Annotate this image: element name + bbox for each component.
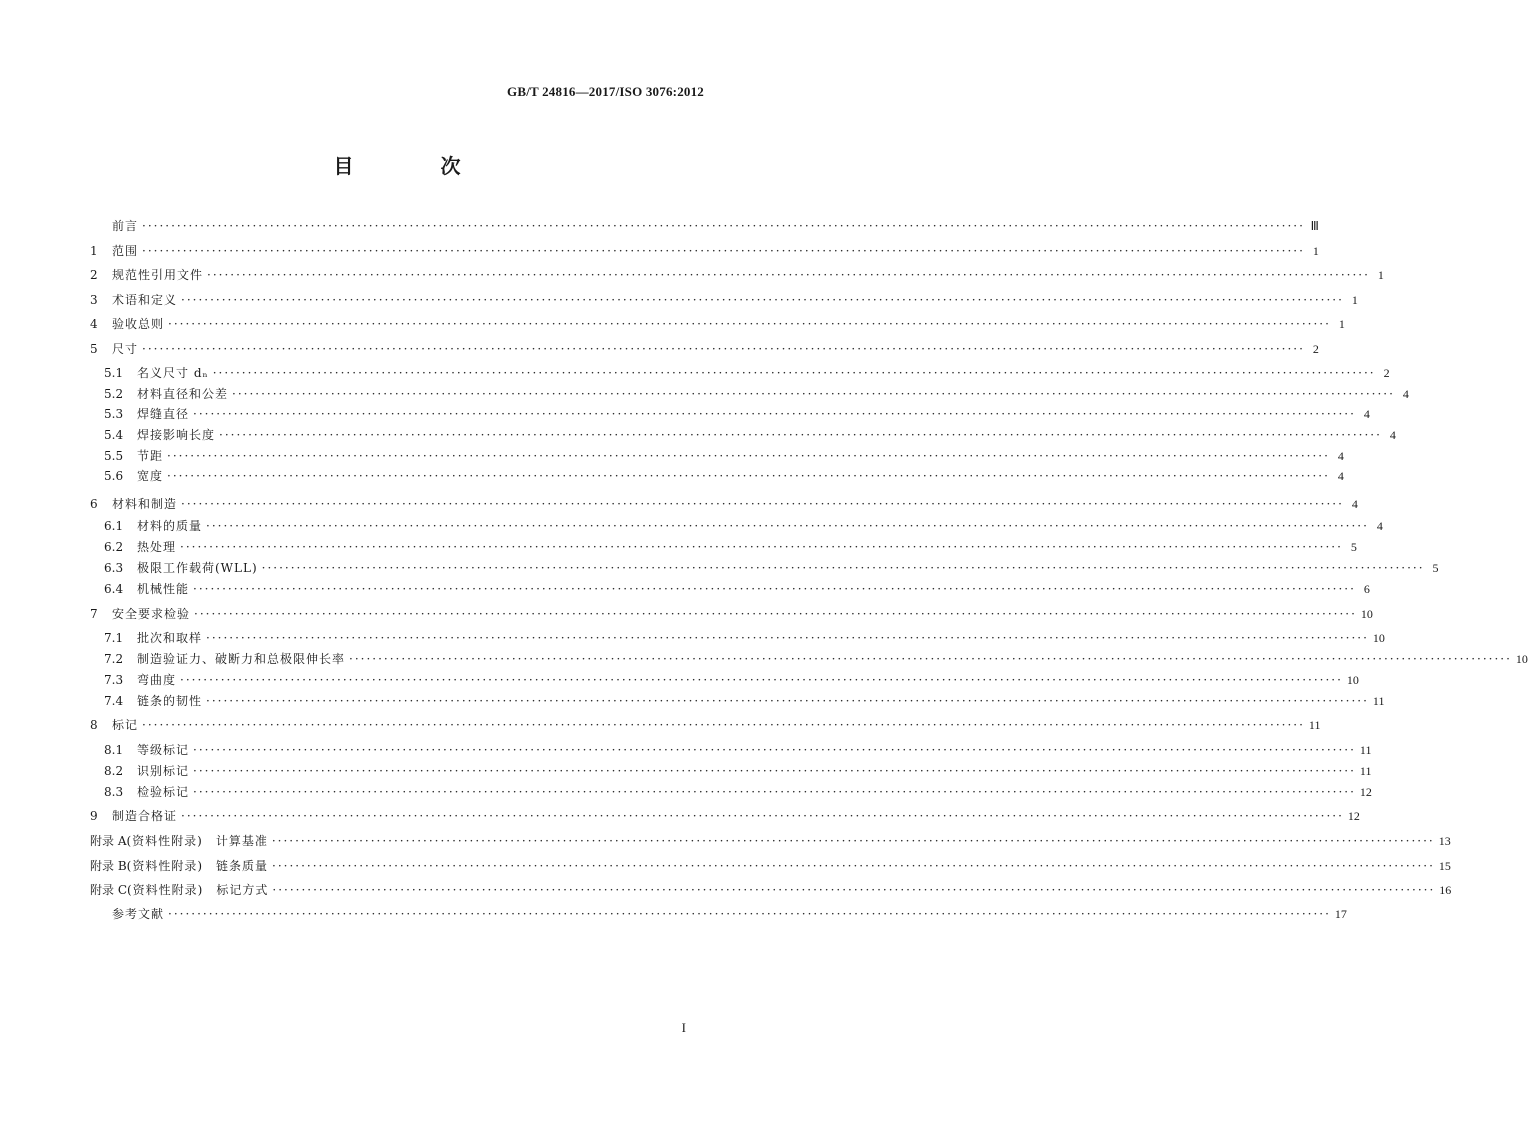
toc-entry[interactable]: [90, 880, 1452, 900]
toc-entry[interactable]: [104, 761, 1372, 781]
toc-entry[interactable]: [90, 241, 1319, 261]
toc-leader-dots: ········································································································································································································: [272, 883, 1436, 897]
toc-entry[interactable]: [104, 384, 1409, 404]
toc-entry-label: 极限工作载荷(WLL): [137, 561, 258, 575]
toc-entry-label: (资料性附录) 计算基准: [126, 834, 268, 848]
toc-entry-number: 8: [90, 718, 98, 732]
toc-leader-dots: ········································································································································································································: [206, 519, 1369, 533]
toc-entry-page: 6: [1363, 582, 1370, 596]
toc-entry[interactable]: [90, 265, 1384, 285]
toc-entry-number: 4: [90, 317, 98, 331]
toc-leader-dots: ········································································································································································································: [181, 497, 1344, 511]
toc-entry[interactable]: [90, 290, 1358, 310]
toc-leader-dots: ········································································································································································································: [206, 694, 1369, 708]
toc-entry[interactable]: [104, 425, 1396, 445]
toc-leader-dots: ········································································································································································································: [193, 743, 1356, 757]
toc-entry-number: 1: [90, 243, 98, 258]
toc-entry-number: 7.2: [104, 652, 124, 666]
toc-entry[interactable]: [90, 216, 1319, 236]
toc-entry-number: 6.3: [104, 561, 124, 575]
toc-entry-label: (资料性附录) 标记方式: [127, 883, 269, 897]
toc-entry[interactable]: [90, 904, 1347, 924]
toc-entry-page: 4: [1402, 386, 1409, 401]
toc-entry[interactable]: [104, 537, 1357, 557]
page-number: I: [681, 1020, 686, 1035]
toc-entry-label: 批次和取样: [137, 631, 203, 645]
toc-entry-page: 12: [1347, 809, 1360, 823]
toc-leader-dots: ········································································································································································································: [194, 607, 1357, 621]
toc-entry-page: 5: [1432, 561, 1439, 575]
toc-entry-page: 10: [1346, 673, 1359, 687]
toc-entry-page: 4: [1337, 469, 1344, 483]
toc-entry[interactable]: [90, 494, 1358, 514]
toc-entry-number: 附录 C: [90, 883, 127, 897]
toc-entry-page: 1: [1312, 243, 1319, 258]
toc-entry-number: 5.3: [104, 407, 124, 421]
toc-entry-page: 1: [1377, 268, 1384, 282]
toc-entry[interactable]: [104, 558, 1439, 578]
toc-entry[interactable]: [104, 363, 1390, 383]
toc-leader-dots: ········································································································································································································: [181, 292, 1344, 307]
toc-entry-page: 11: [1372, 694, 1385, 708]
toc-entry[interactable]: [104, 404, 1370, 424]
toc-entry-number: 6.1: [104, 519, 124, 533]
toc-entry[interactable]: [104, 579, 1370, 599]
toc-leader-dots: ········································································································································································································: [272, 859, 1435, 873]
toc-entry-label: 参考文献: [112, 907, 165, 921]
toc-entry[interactable]: [90, 314, 1345, 334]
toc-entry-label: 材料的质量: [137, 519, 203, 533]
toc-entry-label: 检验标记: [137, 785, 190, 799]
toc-leader-dots: ········································································································································································································: [206, 631, 1369, 645]
toc-entry[interactable]: [90, 806, 1360, 826]
toc-entry[interactable]: [104, 782, 1372, 802]
toc-entry-number: 7.3: [104, 673, 124, 687]
toc-leader-dots: ········································································································································································································: [193, 407, 1356, 421]
toc-entry-page: 4: [1337, 448, 1344, 463]
toc-entry-page: 10: [1372, 631, 1385, 645]
toc-entry[interactable]: [90, 715, 1321, 735]
toc-entry-page: 17: [1334, 907, 1347, 921]
toc-entry-page: 4: [1376, 519, 1383, 533]
toc-entry-page: 11: [1359, 764, 1372, 778]
toc-entry[interactable]: [104, 649, 1528, 669]
standard-code: GB/T 24816—2017/ISO 3076:2012: [507, 84, 704, 99]
toc-entry[interactable]: [104, 628, 1385, 648]
toc-entry-number: 5.6: [104, 469, 124, 483]
toc-entry-label: 范围: [112, 243, 139, 258]
toc-entry-label: 材料直径和公差: [137, 386, 229, 401]
toc-entry-label: 制造合格证: [112, 809, 178, 823]
toc-leader-dots: ········································································································································································································: [168, 907, 1331, 921]
toc-entry-number: 8.1: [104, 743, 124, 757]
toc-entry-number: 6.2: [104, 540, 124, 554]
toc-leader-dots: ········································································································································································································: [167, 448, 1330, 463]
toc-entry-label: 机械性能: [137, 582, 190, 596]
toc-leader-dots: ········································································································································································································: [261, 561, 1425, 575]
toc-entry-number: 8.3: [104, 785, 124, 799]
toc-leader-dots: ········································································································································································································: [193, 764, 1356, 778]
toc-entry[interactable]: [104, 446, 1344, 466]
toc-entry-label: 宽度: [137, 469, 164, 483]
toc-entry-page: 2: [1312, 341, 1319, 356]
toc-leader-dots: ········································································································································································································: [142, 243, 1305, 258]
toc-entry-label: 焊缝直径: [137, 407, 190, 421]
toc-entry[interactable]: [90, 856, 1451, 876]
toc-leader-dots: ········································································································································································································: [181, 809, 1344, 823]
toc-entry-page: 11: [1359, 743, 1372, 757]
toc-leader-dots: ········································································································································································································: [232, 386, 1395, 401]
toc-entry-number: 附录 B: [90, 859, 127, 873]
toc-entry[interactable]: [104, 670, 1359, 690]
toc-entry[interactable]: [90, 339, 1319, 359]
toc-entry-page: 10: [1515, 652, 1528, 666]
page-title: 目 次: [333, 154, 501, 178]
toc-entry-label: 验收总则: [112, 317, 165, 331]
toc-entry-page: 11: [1308, 718, 1321, 732]
toc-entry-page: 16: [1439, 883, 1452, 897]
toc-entry[interactable]: [104, 466, 1344, 486]
toc-entry-label: 规范性引用文件: [112, 268, 204, 282]
toc-entry-number: 9: [90, 809, 98, 823]
toc-entry-page: 10: [1360, 607, 1373, 621]
toc-leader-dots: ········································································································································································································: [212, 366, 1376, 380]
toc-entry-label: 材料和制造: [112, 497, 178, 511]
toc-leader-dots: ········································································································································································································: [349, 652, 1512, 666]
toc-leader-dots: ········································································································································································································: [219, 428, 1382, 442]
toc-entry-number: 5.5: [104, 448, 124, 463]
toc-entry-label: 前言: [112, 219, 139, 233]
toc-entry-page: 12: [1359, 785, 1372, 799]
toc-entry[interactable]: [90, 604, 1373, 624]
toc-entry-page: 1: [1338, 317, 1345, 331]
toc-entry-label: 制造验证力、破断力和总极限伸长率: [137, 652, 346, 666]
toc-entry-label: 弯曲度: [137, 673, 177, 687]
toc-entry-label: 等级标记: [137, 743, 190, 757]
toc-leader-dots: ········································································································································································································: [207, 268, 1370, 282]
toc-entry-label: 术语和定义: [112, 292, 178, 307]
toc-leader-dots: ········································································································································································································: [180, 673, 1343, 687]
toc-leader-dots: ········································································································································································································: [167, 469, 1330, 483]
toc-entry-label: 尺寸: [112, 341, 139, 356]
toc-entry-label: 标记: [112, 718, 139, 732]
toc-leader-dots: ········································································································································································································: [193, 785, 1356, 799]
toc-leader-dots: ········································································································································································································: [142, 718, 1305, 732]
toc-entry-page: 13: [1438, 834, 1451, 848]
toc-entry-number: 附录 A: [90, 834, 127, 848]
toc-leader-dots: ········································································································································································································: [168, 317, 1331, 331]
toc-entry-page: 5: [1350, 540, 1357, 554]
toc-leader-dots: ········································································································································································································: [142, 219, 1305, 233]
toc-entry-number: 5.2: [104, 386, 124, 401]
toc-entry-number: 6.4: [104, 582, 124, 596]
toc-entry-label: 链条的韧性: [137, 694, 203, 708]
toc-entry-number: 2: [90, 268, 98, 282]
toc-entry-number: 3: [90, 292, 98, 307]
toc-entry-number: 7: [90, 607, 98, 621]
toc-entry-number: 5: [90, 341, 98, 356]
toc-entry-number: 5.1: [104, 366, 124, 380]
toc-entry-page: 4: [1389, 428, 1396, 442]
toc-entry-number: 8.2: [104, 764, 124, 778]
toc-entry[interactable]: [104, 740, 1372, 760]
toc-entry-page: 4: [1363, 407, 1370, 421]
toc-entry-label: 热处理: [137, 540, 177, 554]
toc-entry-number: 7.1: [104, 631, 124, 645]
toc-entry-number: 7.4: [104, 694, 124, 708]
toc-entry-number: 6: [90, 497, 98, 511]
toc-entry-label: 识别标记: [137, 764, 190, 778]
toc-entry-page: 2: [1383, 366, 1390, 380]
toc-entry-page: 4: [1351, 497, 1358, 511]
toc-entry-label: 安全要求检验: [112, 607, 191, 621]
toc-entry-page: 1: [1351, 292, 1358, 307]
toc-entry-label: 节距: [137, 448, 164, 463]
toc-leader-dots: ········································································································································································································: [180, 540, 1343, 554]
toc-entry-page: 15: [1438, 859, 1451, 873]
toc-leader-dots: ········································································································································································································: [271, 834, 1435, 848]
toc-entry[interactable]: [90, 831, 1451, 851]
toc-leader-dots: ········································································································································································································: [193, 582, 1356, 596]
toc-leader-dots: ········································································································································································································: [142, 341, 1305, 356]
toc-entry-label: (资料性附录) 链条质量: [126, 859, 269, 873]
toc-entry[interactable]: [104, 516, 1383, 536]
toc-entry-number: 5.4: [104, 428, 124, 442]
toc-entry[interactable]: [104, 691, 1385, 711]
toc-entry-label: 名义尺寸 dₙ: [137, 366, 209, 380]
toc-entry-page: Ⅲ: [1310, 219, 1319, 233]
toc-entry-label: 焊接影响长度: [137, 428, 216, 442]
